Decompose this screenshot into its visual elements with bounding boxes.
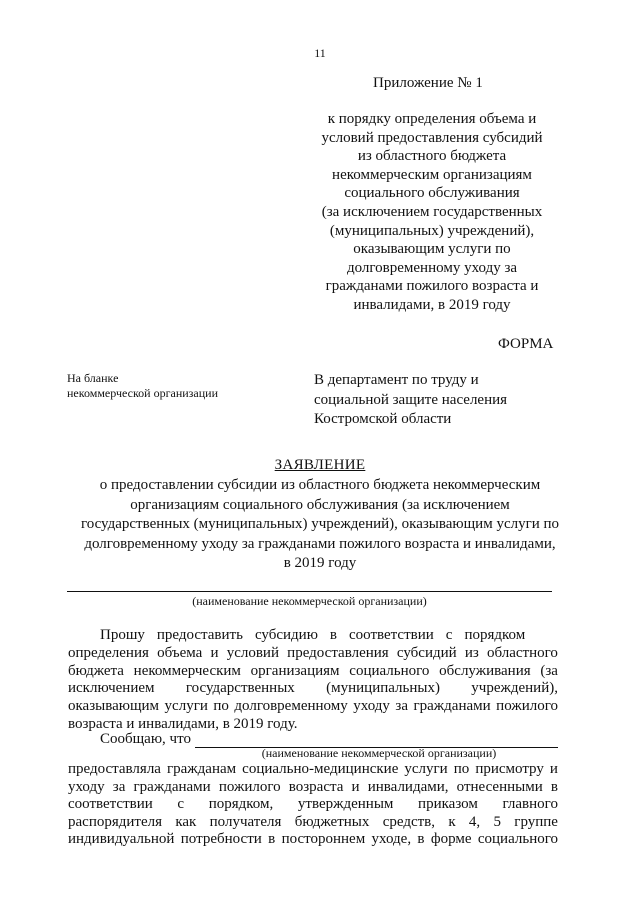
word: индивидуальной: [68, 831, 175, 848]
word: определения: [68, 644, 149, 661]
paragraph-last-line: возраста и инвалидами, в 2019 году.: [68, 715, 298, 732]
paragraph-line: [68, 814, 558, 832]
word: гражданам: [167, 761, 237, 777]
appendix-line: (муниципальных) учреждений),: [329, 222, 535, 239]
word: бюджета: [68, 662, 124, 679]
organization-name-field[interactable]: [67, 591, 552, 592]
services-paragraph: [68, 761, 558, 849]
appendix-reference: [300, 110, 564, 315]
appendix-line: условий предоставления субсидий: [321, 129, 543, 146]
word: форме: [430, 831, 472, 848]
word: обслуживания: [439, 662, 531, 679]
appendix-line: оказывающим услуги по: [353, 241, 511, 258]
word: и: [351, 778, 360, 795]
word: порядком: [464, 627, 526, 643]
word: постороннем: [281, 831, 366, 848]
word: некоммерческим: [133, 662, 241, 679]
word: учреждений),: [471, 680, 558, 697]
word: по: [213, 698, 229, 715]
word: к: [448, 813, 456, 830]
word: потребности: [180, 831, 262, 848]
paragraph-line: [68, 761, 558, 779]
statement-subtitle-line: в 2019 году: [283, 555, 357, 572]
paragraph-line: [68, 831, 558, 849]
paragraph-line: [68, 680, 558, 698]
word: организациям: [250, 662, 340, 679]
word: предоставляла: [68, 761, 161, 777]
word: как: [175, 813, 197, 830]
appendix-title: Приложение № 1: [373, 75, 483, 91]
statement-subtitle: [60, 476, 580, 574]
word: услуги: [164, 698, 208, 715]
statement-subtitle-line: организациям социального обслуживания (за исключением: [130, 496, 510, 513]
letterhead-note: [67, 371, 218, 401]
word: услуги: [404, 761, 448, 777]
word: соответствии: [68, 796, 153, 813]
word: Прошу: [100, 627, 145, 643]
word: присмотру: [475, 761, 544, 777]
word: в: [417, 831, 425, 848]
word: возраста: [288, 778, 344, 795]
word: условий: [226, 644, 279, 661]
word: объема: [157, 644, 203, 661]
word: приказом: [418, 796, 478, 813]
word: 4,: [468, 813, 481, 830]
word: средств,: [382, 813, 435, 830]
paragraph-line: [68, 663, 558, 681]
letterhead-note-line: некоммерческой организации: [67, 386, 219, 400]
word: исключением: [68, 680, 155, 697]
request-paragraph: [68, 627, 558, 734]
addressee-line: социальной защите населения: [314, 391, 508, 408]
word: с: [445, 627, 453, 643]
appendix-line: гражданами пожилого возраста и: [325, 278, 539, 295]
word: областного: [486, 644, 558, 661]
word: предоставления: [287, 644, 389, 661]
word: бюджетных: [294, 813, 370, 830]
appendix-line: долговременному уходу за: [346, 259, 518, 276]
word: социально-медицинские: [242, 761, 399, 777]
statement-subtitle-line: о предоставлении субсидии из областного бюджета некоммерческим: [99, 477, 541, 493]
word: главного: [502, 796, 558, 813]
statement-subtitle-line: государственных (муниципальных) учреждений), оказывающим услуги по: [80, 516, 560, 533]
word: уходу: [353, 698, 390, 715]
paragraph-line: [68, 645, 558, 663]
statement-title: ЗАЯВЛЕНИЕ: [274, 457, 366, 473]
paragraph-line: [68, 779, 558, 797]
word: распорядителя: [68, 813, 162, 830]
word: (за: [540, 662, 558, 679]
word: за: [395, 698, 408, 715]
word: уходе,: [371, 831, 412, 848]
word: гражданами: [133, 778, 211, 795]
paragraph-line: [68, 698, 558, 716]
appendix-line: из областного бюджета: [357, 148, 507, 165]
word: гражданами: [413, 698, 491, 715]
word: отнесенными: [456, 778, 543, 795]
organization-name-caption-2: (наименование некоммерческой организации): [261, 746, 497, 760]
word: в: [329, 627, 337, 643]
word: с: [177, 796, 185, 813]
addressee-line: Костромской области: [314, 411, 452, 427]
word: по: [453, 761, 470, 777]
appendix-line: некоммерческим организациям: [332, 166, 532, 183]
word: долговременному: [234, 698, 348, 715]
appendix-line: к порядку определения объема и: [327, 111, 537, 127]
word: порядком,: [208, 796, 274, 813]
statement-subtitle-line: долговременному уходу за гражданами пожилого возраста и инвалидами,: [84, 535, 556, 552]
word: и: [549, 761, 558, 777]
letterhead-note-line: На бланке: [67, 371, 119, 385]
word: государственных: [185, 680, 295, 697]
word: уходу: [68, 778, 105, 795]
word: за: [112, 778, 126, 795]
word: пожилого: [496, 698, 558, 715]
word: соответствии: [349, 627, 434, 643]
word: получателя: [209, 813, 282, 830]
addressee-line: В департамент по труду и: [314, 372, 479, 388]
word: в: [268, 831, 276, 848]
word: инвалидами,: [367, 778, 449, 795]
word: предоставить: [156, 627, 243, 643]
organization-name-caption: (наименование некоммерческой организации): [192, 594, 427, 608]
word: 5: [493, 813, 501, 830]
word: группе: [514, 813, 558, 830]
appendix-line: инвалидами, в 2019 году: [353, 296, 511, 313]
paragraph-line: [68, 796, 558, 814]
word: субсидию: [254, 627, 318, 643]
word: оказывающим: [68, 698, 160, 715]
word: (муниципальных): [326, 680, 440, 697]
paragraph-line: [68, 627, 558, 645]
word: субсидий: [396, 644, 457, 661]
appendix-line: (за исключением государственных: [321, 203, 543, 220]
word: социального: [349, 662, 430, 679]
appendix-line: социального обслуживания: [344, 185, 520, 202]
word: социального: [477, 831, 558, 848]
addressee-block: [314, 371, 507, 430]
word: утвержденным: [297, 796, 394, 813]
page-number: 11: [314, 46, 326, 60]
form-label: ФОРМА: [498, 336, 554, 352]
report-label: Сообщаю, что: [100, 731, 191, 747]
word: и: [210, 644, 219, 661]
word: пожилого: [218, 778, 281, 795]
word: из: [464, 644, 479, 661]
word: в: [550, 778, 558, 795]
